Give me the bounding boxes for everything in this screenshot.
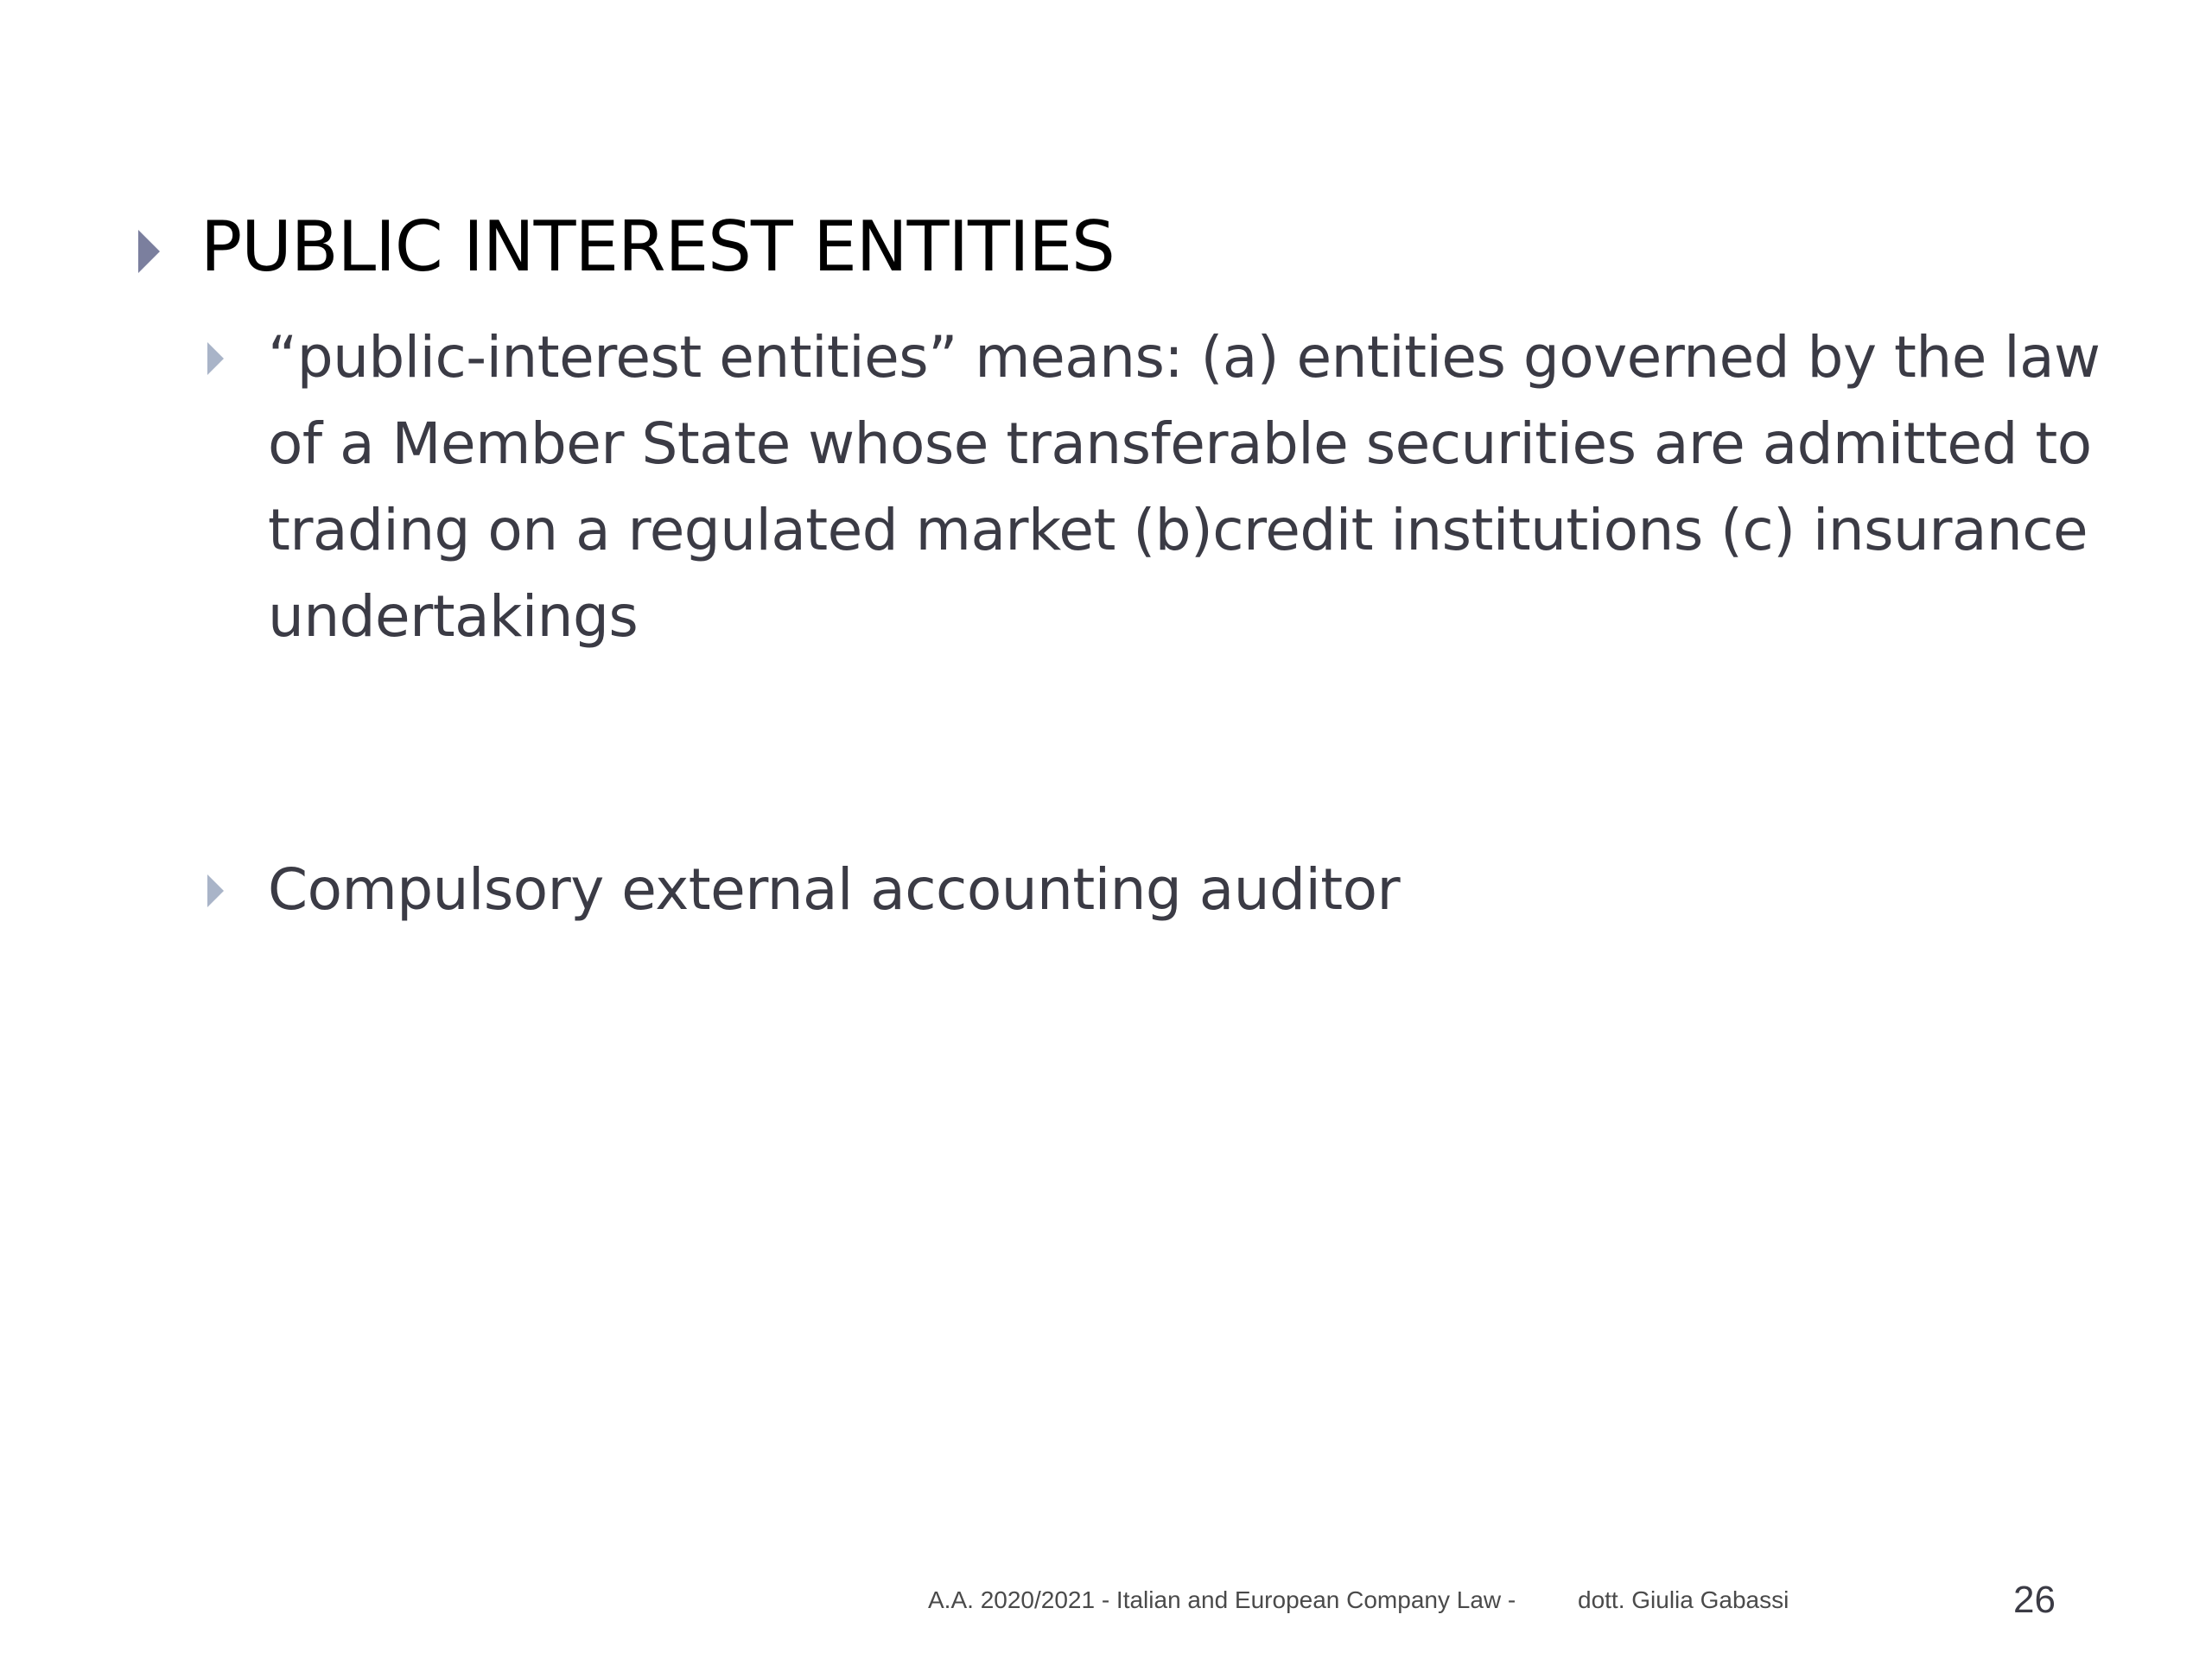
footer-course: A.A. 2020/2021 - Italian and European Company Law - bbox=[928, 1586, 1516, 1613]
title-bullet-icon bbox=[138, 230, 160, 273]
sub-bullet-icon bbox=[207, 342, 224, 375]
bullet-auditor-text: Compulsory external accounting auditor bbox=[268, 856, 1401, 923]
footer-author: dott. Giulia Gabassi bbox=[1578, 1586, 1789, 1613]
bullet-definition-text: “public-interest entities” means: (a) entities governed by the law of a Member State whose transferable securities are admitted to trading on a regulated market (b)credit institutions (c) insurance undertakings bbox=[268, 324, 2101, 650]
sub-bullet-icon bbox=[207, 874, 224, 907]
page-number: 26 bbox=[2013, 1579, 2056, 1621]
slide-title: PUBLIC INTEREST ENTITIES bbox=[200, 207, 1115, 287]
